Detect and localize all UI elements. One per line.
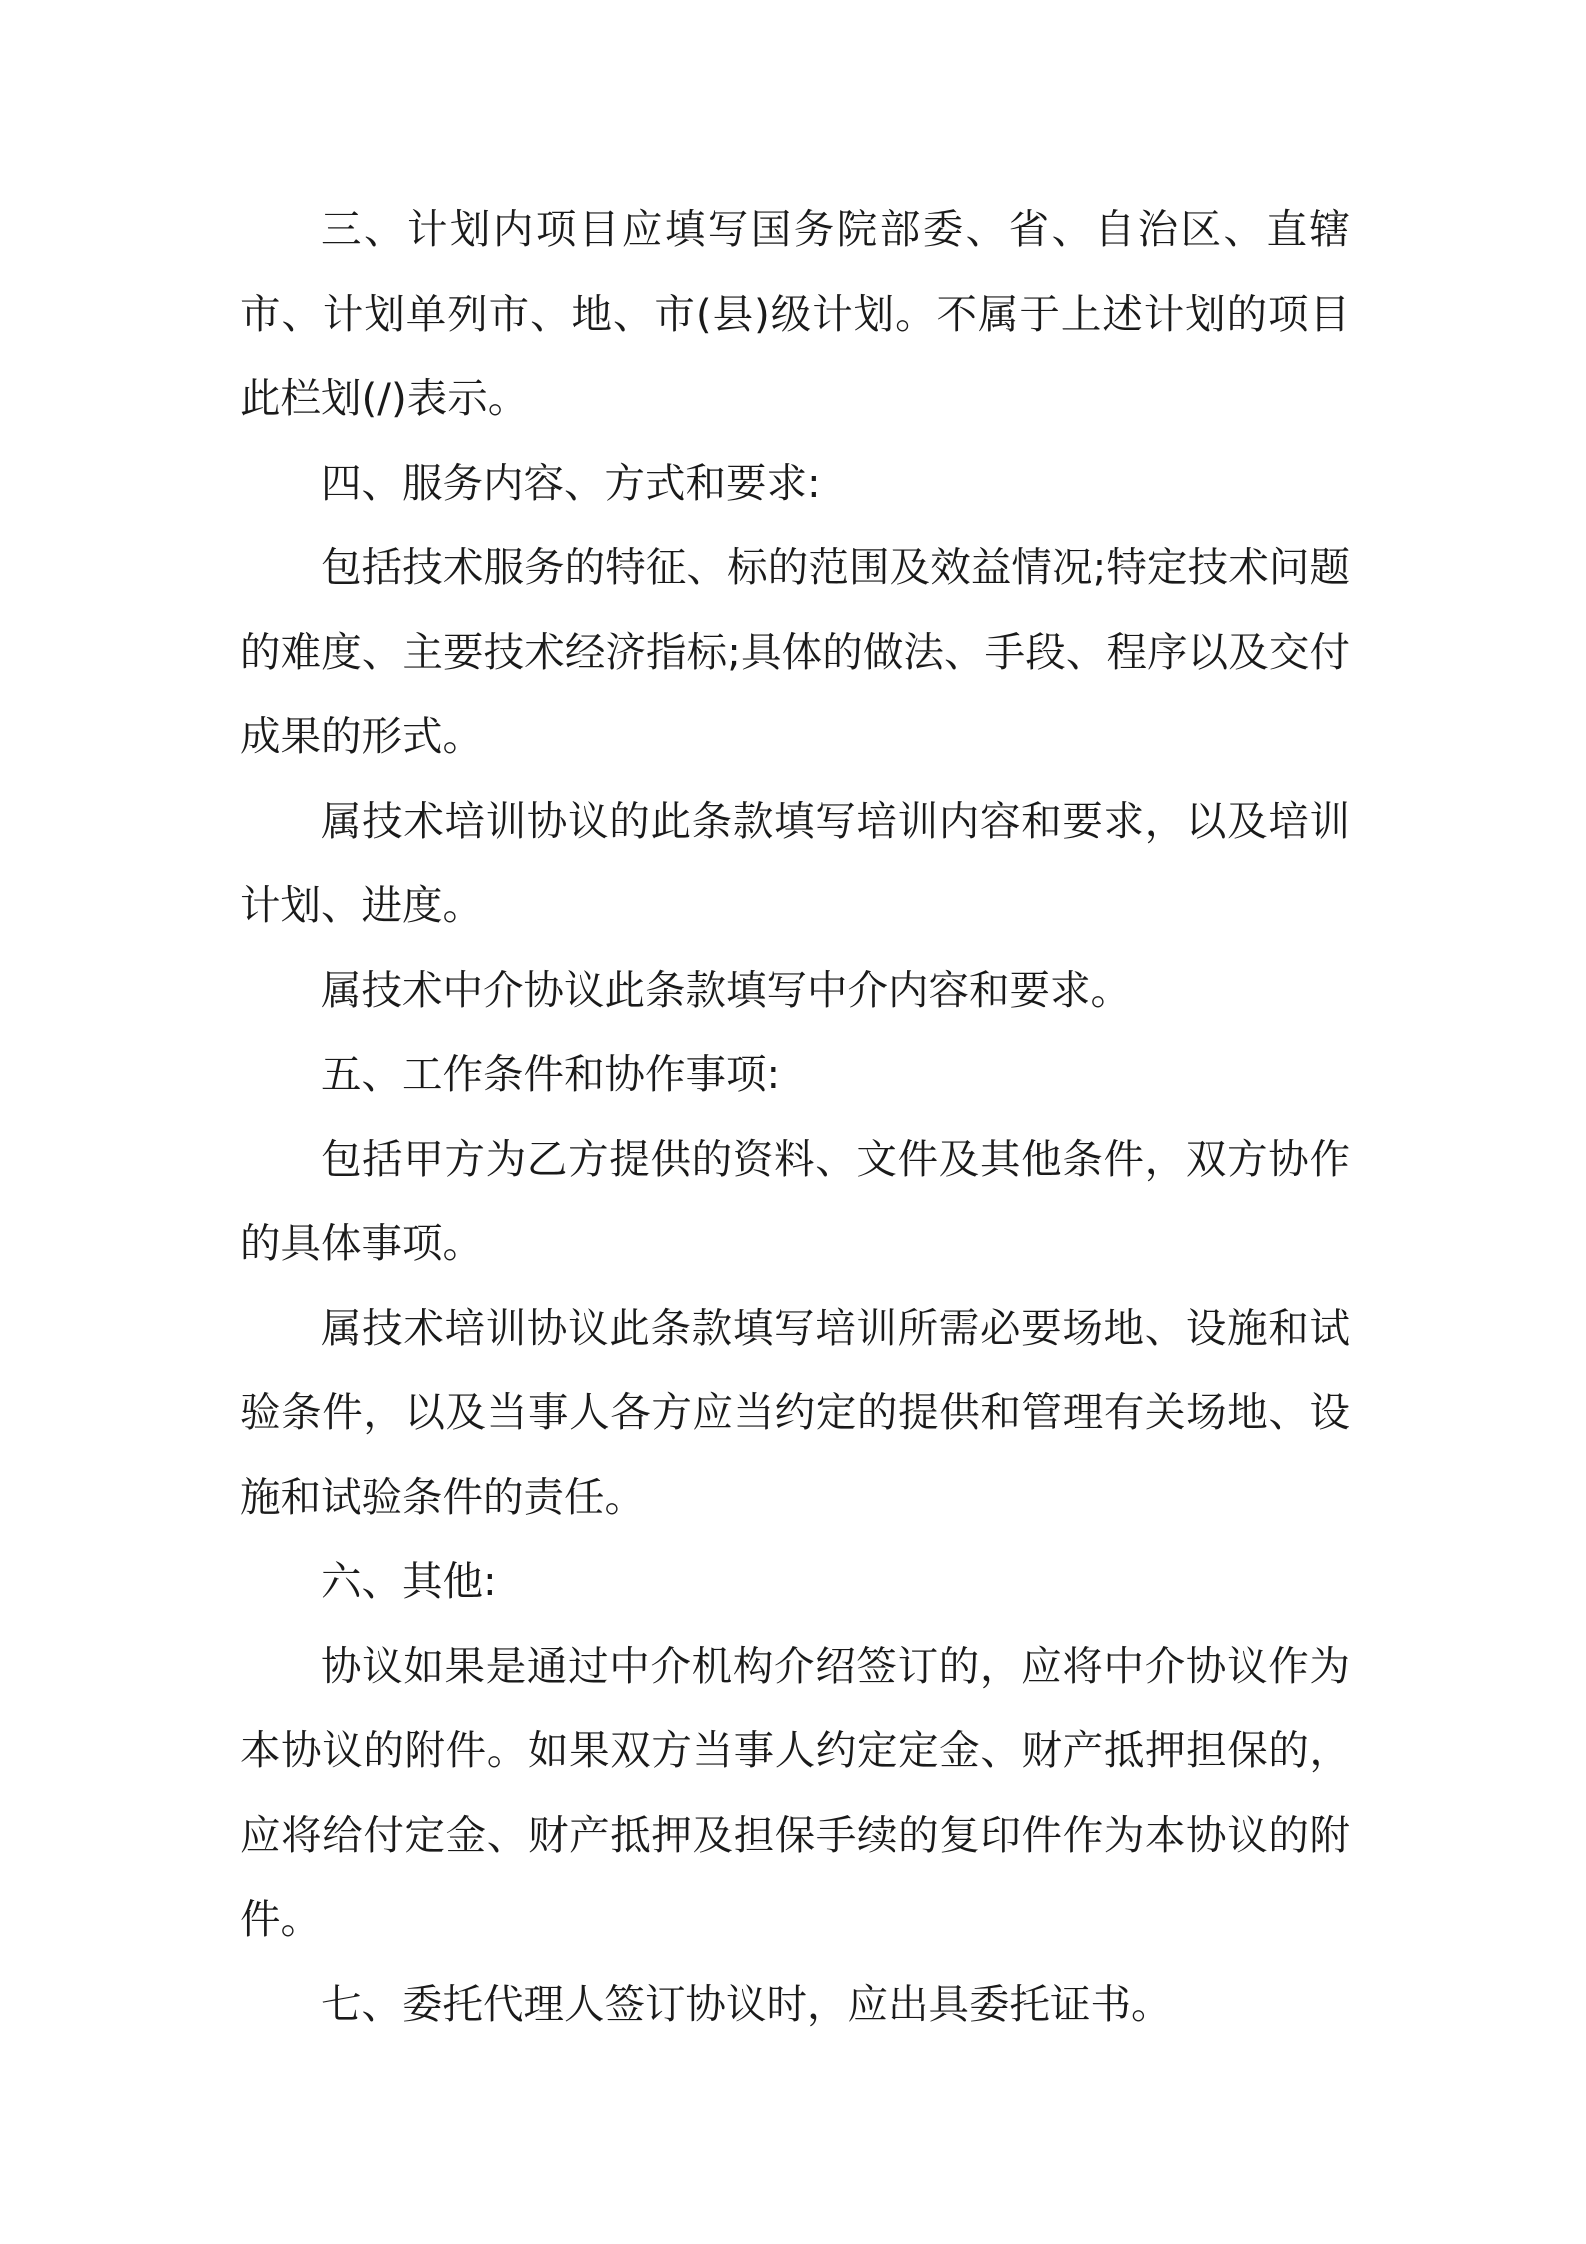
heading-section-6: 六、其他: <box>321 1557 497 1605</box>
paragraph-section-7: 七、委托代理人签订协议时，应出具委托证书。 <box>321 1979 1172 2028</box>
paragraph-service-content: 包括技术服务的特征、标的范围及效益情况;特定技术问题的难度、主要技术经济指标;具体的做法、手段、程序以及交付成果的形式。 <box>240 543 1350 760</box>
heading-section-4: 四、服务内容、方式和要求: <box>321 458 821 507</box>
paragraph-training-agreement: 属技术培训协议的此条款填写培训内容和要求，以及培训计划、进度。 <box>240 796 1350 929</box>
paragraph-intermediary-agreement: 属技术中介协议此条款填写中介内容和要求。 <box>321 965 1131 1014</box>
heading-section-5: 五、工作条件和协作事项: <box>321 1050 781 1098</box>
paragraph-training-facilities: 属技术培训协议此条款填写培训所需必要场地、设施和试验条件，以及当事人各方应当约定的提供和管理有关场地、设施和试验条件的责任。 <box>240 1303 1350 1521</box>
paragraph-other-terms: 协议如果是通过中介机构介绍签订的，应将中介协议作为本协议的附件。如果双方当事人约定定金、财产抵押担保的，应将给付定金、财产抵押及担保手续的复印件作为本协议的附件。 <box>240 1641 1350 1943</box>
document-body <box>240 187 1350 2046</box>
paragraph-section-3: 三、计划内项目应填写国务院部委、省、自治区、直辖市、计划单列市、地、市(县)级计划。不属于上述计划的项目此栏划(/)表示。 <box>240 205 1350 422</box>
paragraph-work-conditions: 包括甲方为乙方提供的资料、文件及其他条件，双方协作的具体事项。 <box>240 1134 1350 1267</box>
